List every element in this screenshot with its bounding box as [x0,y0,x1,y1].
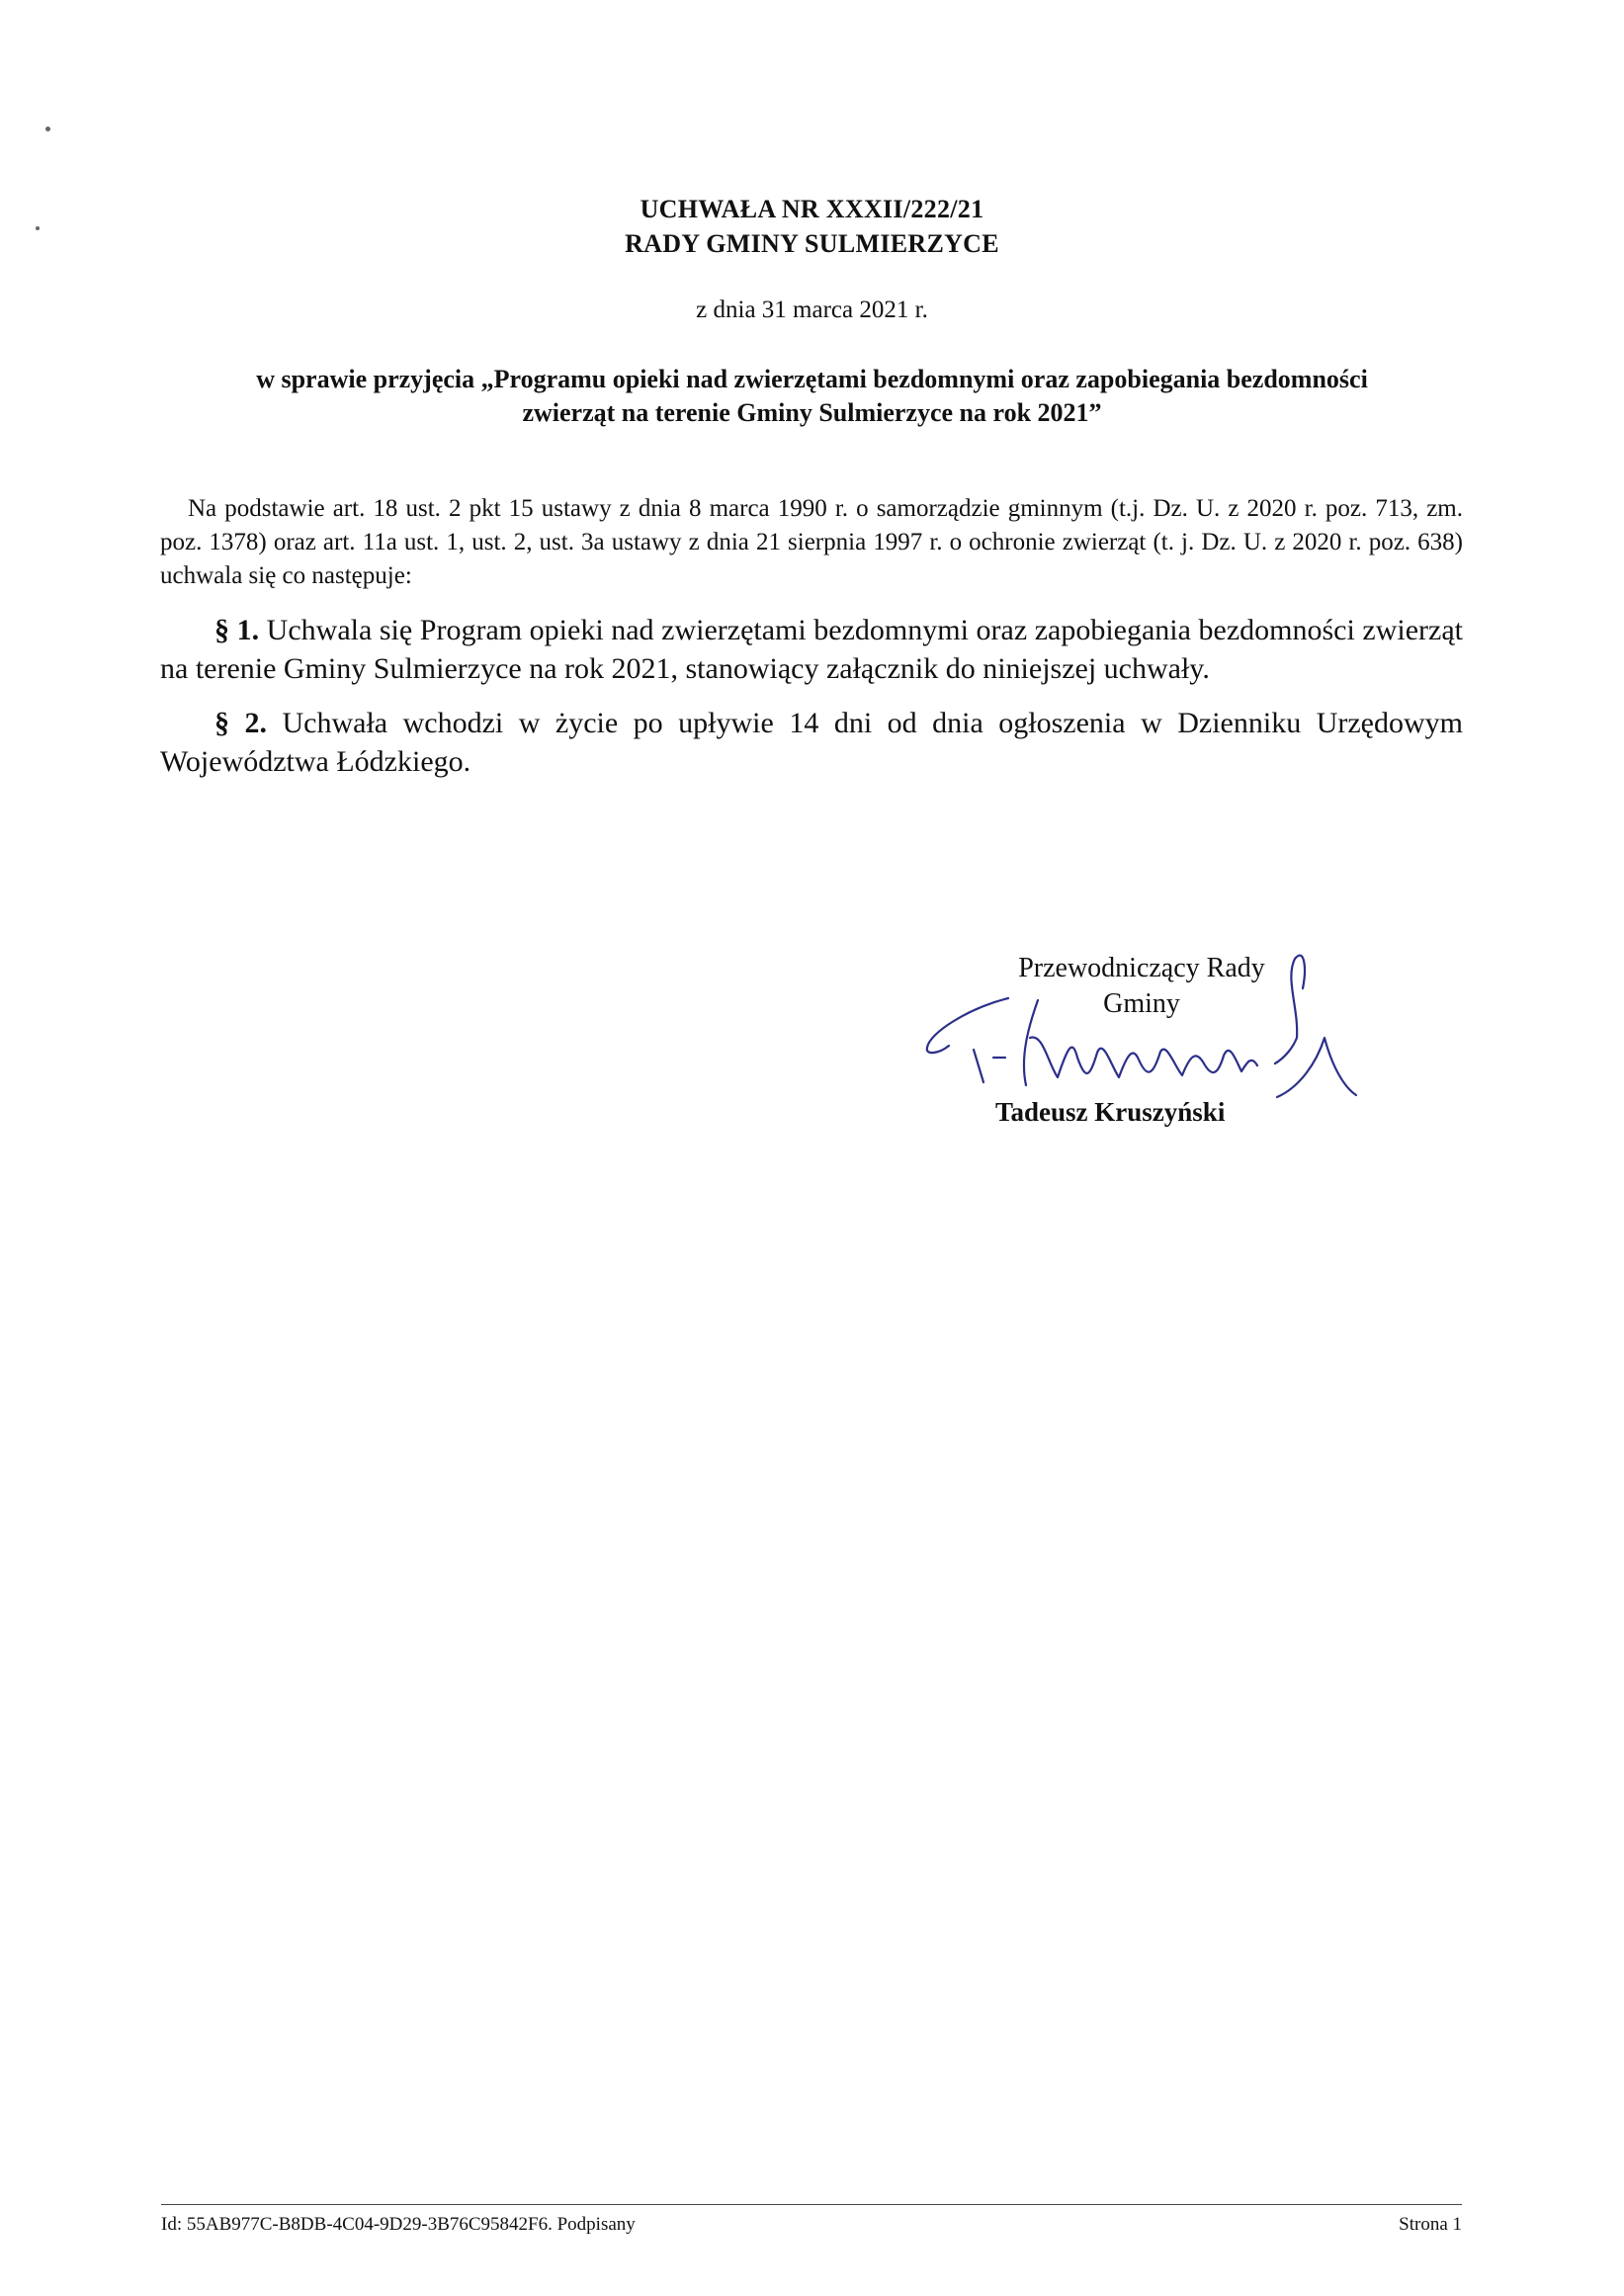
signatory-title: Przewodniczący Rady Gminy [1018,953,1265,1019]
page-number: Strona 1 [1399,2214,1462,2235]
footer-divider [161,2204,1462,2205]
legal-basis-paragraph: Na podstawie art. 18 ust. 2 pkt 15 ustawy z dnia 8 marca 1990 r. o samorządzie gminnym (t.j. Dz. U. z 2020 r. poz. 713, zm. poz. 1378) oraz art. 11a ust. 1, ust. 2, ust. 3a ustawy z dnia 21 sierpnia 1997 r. o ochronie zwierząt (t. j. Dz. U. z 2020 r. poz. 638) uchwala się co następuje: [160,495,1463,589]
section-1 [160,611,1463,688]
subject-line-2: zwierząt na terenie Gminy Sulmierzyce na rok 2021” [522,398,1102,427]
section-1-text: Uchwala się Program opieki nad zwierzętami bezdomnymi oraz zapobiegania bezdomności zwierząt na terenie Gminy Sulmierzyce na rok 2021, stanowiący załącznik do niniejszej uchwały. [160,614,1463,685]
section-1-marker: § 1. [214,614,267,646]
signature-block [909,939,1463,1156]
resolution-date: z dnia 31 marca 2021 r. [696,297,928,323]
resolution-subject [0,363,1624,430]
resolution-title: UCHWAŁA NR XXXII/222/21 [640,195,984,223]
council-name: RADY GMINY SULMIERZYCE [625,229,999,258]
signatory-name: Tadeusz Kruszyński [995,1097,1226,1127]
subject-line-1: w sprawie przyjęcia „Programu opieki nad zwierzętami bezdomnymi oraz zapobiegania bezdomności [256,365,1368,393]
scan-speck [45,127,50,131]
section-2-text: Uchwała wchodzi w życie po upływie 14 dni od dnia ogłoszenia w Dzienniku Urzędowym Województwa Łódzkiego. [160,707,1463,778]
section-2-marker: § 2. [214,707,283,739]
resolution-body [160,492,1463,593]
section-2 [160,704,1463,781]
document-id: Id: 55AB977C-B8DB-4C04-9D29-3B76C95842F6. Podpisany [161,2214,636,2235]
